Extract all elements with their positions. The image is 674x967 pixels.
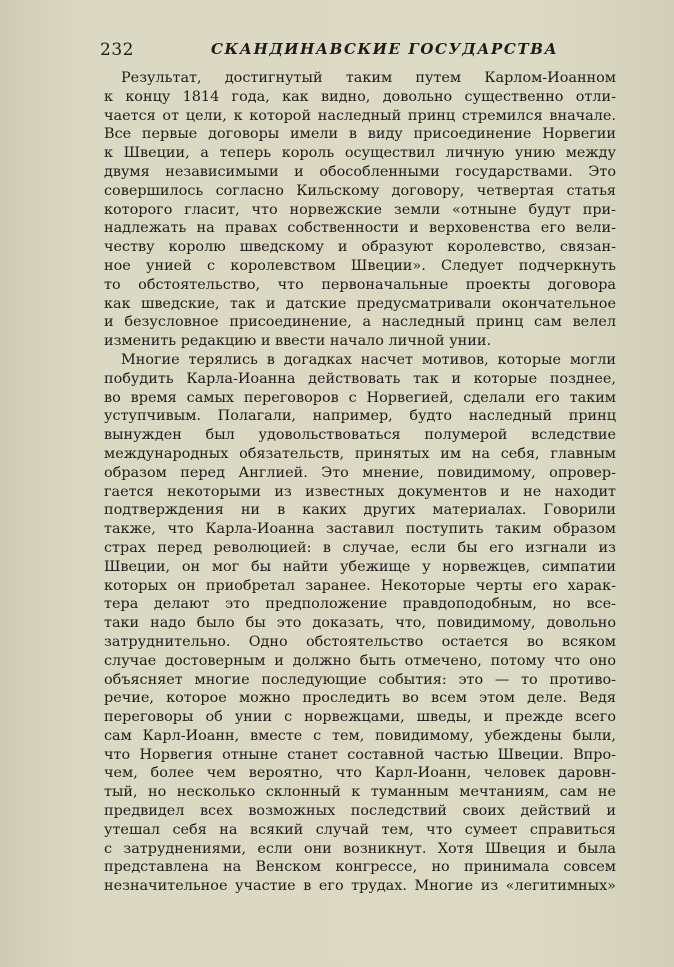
page-number: 232 xyxy=(100,40,134,60)
page-header xyxy=(100,40,600,64)
text-line: с затруднениями, если они возникнут. Хотя Швеция и была xyxy=(104,840,616,857)
text-line: образом перед Англией. Это мнение, повидимому, опровер- xyxy=(104,464,616,481)
text-line: к Швеции, а теперь король осуществил личную унию между xyxy=(104,145,616,162)
text-line: переговоры об унии с норвежцами, шведы, и прежде всего xyxy=(104,709,616,726)
text-line: речие, которое можно проследить во всем этом деле. Ведя xyxy=(104,690,616,707)
text-line: во время самых переговоров с Норвегией, сделали его таким xyxy=(104,389,616,406)
text-line: утешал себя на всякий случай тем, что сумеет справиться xyxy=(104,821,616,838)
text-line: то обстоятельство, что первоначальные проекты договора xyxy=(104,276,616,293)
text-line: международных обязательств, принятых им на себя, главным xyxy=(104,445,616,462)
text-line: также, что Карла-Иоанна заставил поступить таким образом xyxy=(104,521,616,538)
text-line: представлена на Венском конгрессе, но принимала совсем xyxy=(104,859,616,876)
text-line: Результат, достигнутый таким путем Карлом-Иоанном xyxy=(121,70,616,86)
text-line: двумя независимыми и обособленными государствами. Это xyxy=(104,163,616,180)
paragraph xyxy=(104,351,616,896)
text-line: надлежать на правах собственности и верховенства его вели- xyxy=(104,220,616,237)
text-line: Швеции, он мог бы найти убежище у норвежцев, симпатии xyxy=(104,558,616,575)
text-line: предвидел всех возможных последствий своих действий и xyxy=(104,803,616,820)
text-line: тера делают это предположение правдоподобным, но все- xyxy=(104,596,616,613)
text-line: незначительное участие в его трудах. Многие из «легитимных» xyxy=(104,878,616,895)
text-line: таки надо было бы это доказать, что, повидимому, довольно xyxy=(104,615,616,632)
text-line: что Норвегия отныне станет составной частью Швеции. Впро- xyxy=(104,746,616,763)
body-text xyxy=(104,69,616,896)
text-line: страх перед революцией: в случае, если бы его изгнали из xyxy=(104,539,616,556)
text-line: чем, более чем вероятно, что Карл-Иоанн, человек даровн- xyxy=(104,765,616,782)
text-line: вынужден был удовольствоваться полумерой вследствие xyxy=(104,427,616,444)
text-line: совершилось согласно Кильскому договору, четвертая статья xyxy=(104,182,616,199)
text-line: честву королю шведскому и образуют королевство, связан- xyxy=(104,239,616,256)
text-line: которого гласит, что норвежские земли «отныне будут при- xyxy=(104,201,616,218)
text-line: Все первые договоры имели в виду присоединение Норвегии xyxy=(104,126,616,143)
text-line: тый, но несколько склонный к туманным мечтаниям, сам не xyxy=(104,784,616,801)
text-line: которых он приобретал заранее. Некоторые черты его харак- xyxy=(104,577,616,594)
text-line: сам Карл-Иоанн, вместе с тем, повидимому, убеждены были, xyxy=(104,727,616,744)
text-line: побудить Карла-Иоанна действовать так и которые позднее, xyxy=(104,370,616,387)
text-line: как шведские, так и датские предусматривали окончательное xyxy=(104,295,616,312)
text-line: случае достоверным и должно быть отмечено, потому что оно xyxy=(104,652,616,669)
text-line: к концу 1814 года, как видно, довольно существенно отли- xyxy=(104,88,616,105)
running-title: СКАНДИНАВСКИЕ ГОСУДАРСТВА xyxy=(211,40,559,58)
text-line: объясняет многие последующие события: это — то противо- xyxy=(104,671,616,688)
text-line: затруднительно. Одно обстоятельство остается во всяком xyxy=(104,633,616,650)
paragraph xyxy=(104,69,616,351)
text-line: чается от цели, к которой наследный принц стремился вначале. xyxy=(104,107,616,124)
text-line: уступчивым. Полагали, например, будто наследный принц xyxy=(104,408,616,425)
text-line: изменить редакцию и ввести начало личной унии. xyxy=(104,333,492,350)
text-line: ное унией с королевством Швеции». Следует подчеркнуть xyxy=(104,257,616,274)
text-line: подтверждения ни в каких других материалах. Говорили xyxy=(104,502,616,519)
text-line: Многие терялись в догадках насчет мотивов, которые могли xyxy=(121,351,616,368)
text-line: гается некоторыми из известных документов и не находит xyxy=(104,483,616,500)
text-line: и безусловное присоединение, а наследный принц сам велел xyxy=(104,314,616,331)
